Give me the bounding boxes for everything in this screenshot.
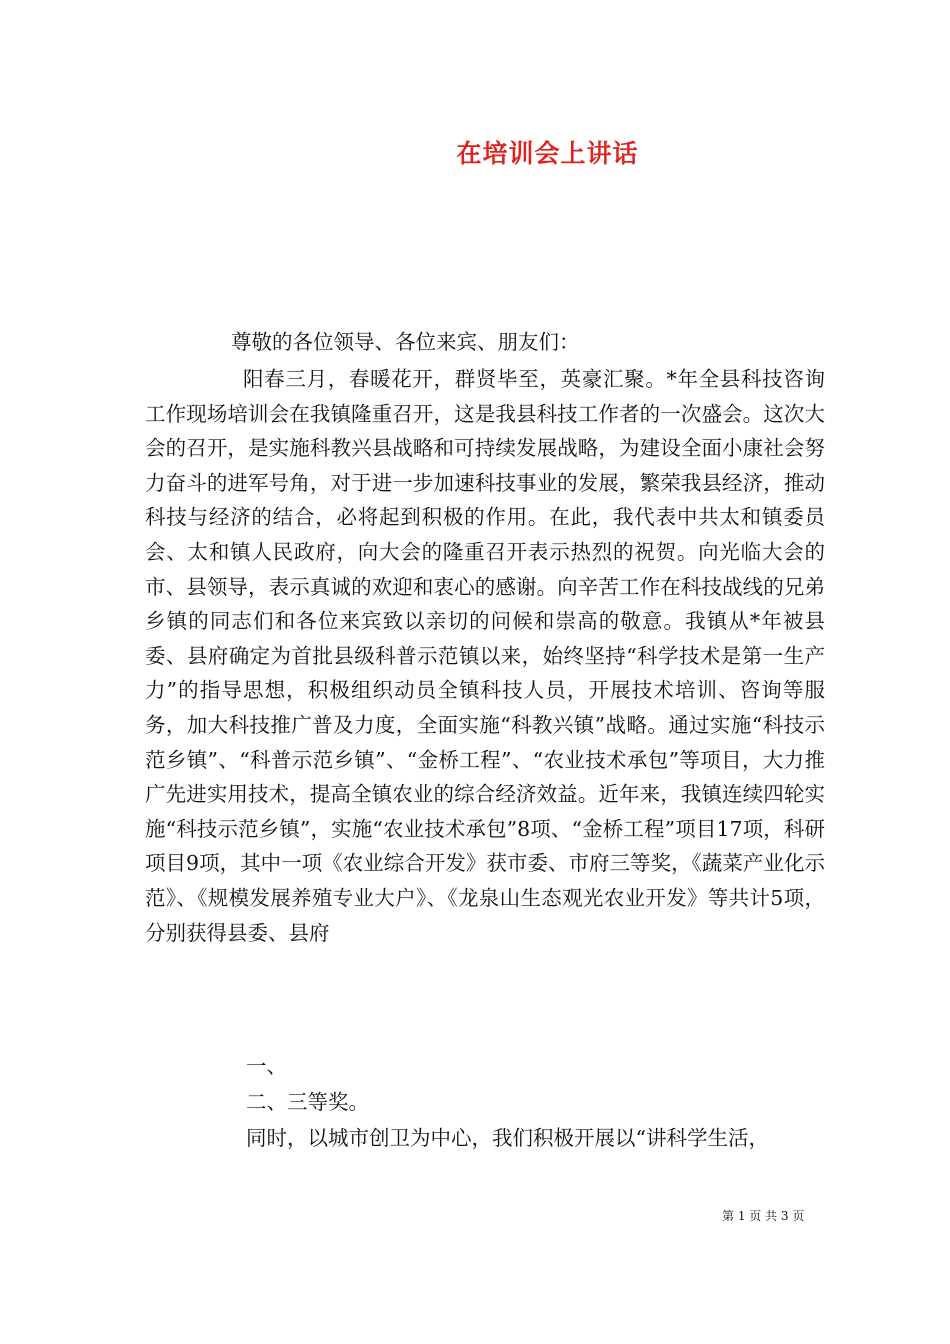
continuation-line: 同时，以城市创卫为中心，我们积极开展以“讲科学生活， (246, 1126, 769, 1150)
page-footer: 第 1 页 共 3 页 (722, 1209, 805, 1223)
body-paragraph: 阳春三月，春暖花开，群贤毕至，英豪汇聚。*年全县科技咨询工作现场培训会在我镇隆重召开，这是我县科技工作者的一次盛会。这次大会的召开，是实施科教兴县战略和可持续发展战略，为建设全面小康社会努力奋斗的进军号角，对于进一步加速科技事业的发展，繁荣我县经济，推动科技与经济的结合，必将起到积极的作用。在此，我代表中共太和镇委员会、太和镇人民政府，向大会的隆重召开表示热烈的祝贺。向光临大会的市、县领导，表示真诚的欢迎和衷心的感谢。向辛苦工作在科技战线的兄弟乡镇的同志们和各位来宾致以亲切的问候和崇高的敬意。我镇从*年被县委、县府确定为首批县级科普示范镇以来，始终坚持“科学技术是第一生产力”的指导思想，积极组织动员全镇科技人员，开展技术培训、咨询等服务，加大科技推广普及力度，全面实施“科教兴镇”战略。通过实施“科技示范乡镇”、“科普示范乡镇”、“金桥工程”、“农业技术承包”等项目，大力推广先进实用技术，提高全镇农业的综合经济效益。近年来，我镇连续四轮实施“科技示范乡镇”，实施“农业技术承包”8项、“金桥工程”项目17项，科研项目9项，其中一项《农业综合开发》获市委、市府三等奖，《蔬菜产业化示范》、《规模发展养殖专业大户》、《龙泉山生态观光农业开发》等共计5项，分别获得县委、县府 (145, 367, 825, 945)
document-title: 在培训会上讲话 (456, 139, 639, 168)
salutation: 尊敬的各位领导、各位来宾、朋友们： (231, 330, 580, 354)
list-line-two: 二、三等奖。 (246, 1090, 369, 1114)
list-line-one: 一、 (246, 1054, 287, 1078)
